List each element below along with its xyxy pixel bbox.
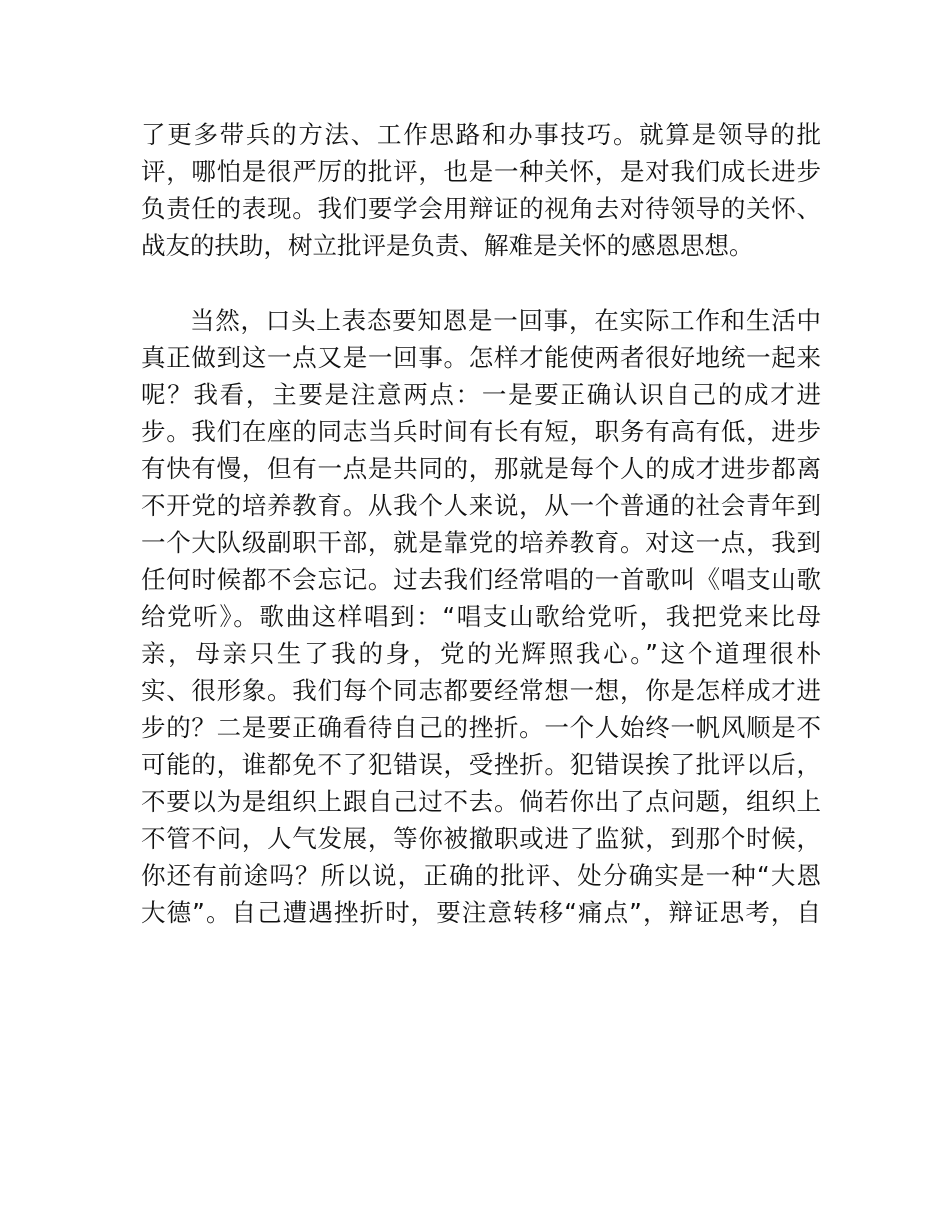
text-line: 步的？二是要正确看待自己的挫折。一个人始终一帆风顺是不 <box>141 713 821 742</box>
text-line: 有快有慢，但有一点是共同的，那就是每个人的成才进步都离 <box>141 454 821 483</box>
text-line: 一个大队级副职干部，就是靠党的培养教育。对这一点，我到 <box>141 528 821 557</box>
text-line: 真正做到这一点又是一回事。怎样才能使两者很好地统一起来 <box>141 343 821 372</box>
text-line: 给党听》。歌曲这样唱到：“唱支山歌给党听，我把党来比母 <box>141 602 821 631</box>
text-line: 步。我们在座的同志当兵时间有长有短，职务有高有低，进步 <box>141 417 821 446</box>
text-line: 当然，口头上表态要知恩是一回事，在实际工作和生活中 <box>190 306 821 335</box>
text-line: 实、很形象。我们每个同志都要经常想一想，你是怎样成才进 <box>141 676 821 705</box>
text-line: 了更多带兵的方法、工作思路和办事技巧。就算是领导的批 <box>141 120 821 149</box>
text-line: 不开党的培养教育。从我个人来说，从一个普通的社会青年到 <box>141 491 821 520</box>
paragraph-1 <box>141 116 821 264</box>
text-line: 不管不问，人气发展，等你被撤职或进了监狱，到那个时候， <box>141 824 821 853</box>
text-line: 你还有前途吗？所以说，正确的批评、处分确实是一种“大恩 <box>141 861 821 890</box>
text-line: 大德”。自己遭遇挫折时，要注意转移“痛点”，辩证思考，自 <box>141 898 821 927</box>
text-line: 战友的扶助，树立批评是负责、解难是关怀的感恩思想。 <box>141 231 754 260</box>
text-line: 负责任的表现。我们要学会用辩证的视角去对待领导的关怀、 <box>141 194 821 223</box>
text-line: 评，哪怕是很严厉的批评，也是一种关怀，是对我们成长进步 <box>141 157 821 186</box>
paragraph-2 <box>141 302 821 931</box>
text-line: 不要以为是组织上跟自己过不去。倘若你出了点问题，组织上 <box>141 787 821 816</box>
text-line: 亲，母亲只生了我的身，党的光辉照我心。”这个道理很朴 <box>141 639 821 668</box>
text-line: 可能的，谁都免不了犯错误，受挫折。犯错误挨了批评以后， <box>141 750 821 779</box>
text-line: 任何时候都不会忘记。过去我们经常唱的一首歌叫《唱支山歌 <box>141 565 821 594</box>
text-line: 呢？我看，主要是注意两点：一是要正确认识自己的成才进 <box>141 380 821 409</box>
